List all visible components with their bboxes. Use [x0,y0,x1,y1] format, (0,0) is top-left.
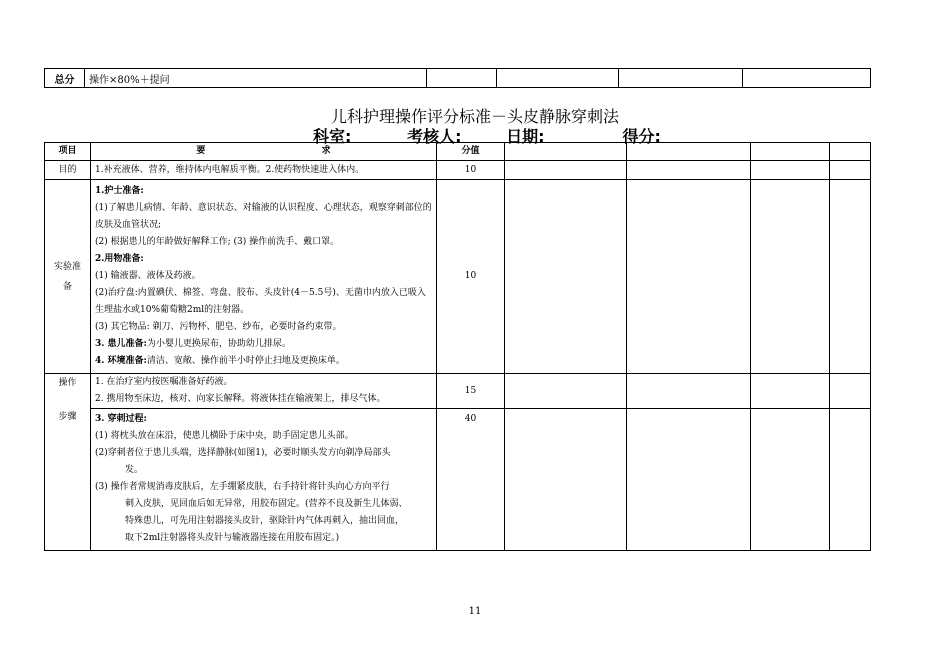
puncture-1: (1) 将枕头放在床沿，使患儿横卧于床中央，助手固定患儿头部。 [95,431,354,441]
child-prep-title: 3. 患儿准备: [95,339,147,349]
puncture-2a: (2)穿刺者位于患儿头端，选择静脉(如图1)，必要时顺头发方向剃净局部头 [95,448,391,458]
total-score-row [45,69,871,88]
steps-label-b: 步骤 [58,412,77,422]
prep-row [45,180,871,374]
puncture-3b: 刺入皮肤，见回血后如无异常，用胶布固定。(营养不良及新生儿体弱、 [125,499,408,509]
supply-prep-1: (1) 输液器、液体及药液。 [95,271,201,281]
nurse-prep-2: (2) 根据患儿的年龄做好解释工作; (3) 操作前洗手、戴口罩。 [95,237,340,247]
header-score: 分值 [437,143,505,161]
empty-cell [627,143,751,161]
empty-cell [627,180,751,374]
empty-cell [830,409,871,551]
empty-cell [505,180,627,374]
steps-score-a: 15 [437,374,505,409]
prep-text [91,180,437,374]
empty-cell [830,143,871,161]
puncture-3c: 特殊患儿，可先用注射器接头皮针，驱除针内气体再刺入，抽出回血， [125,516,405,526]
empty-cell [505,374,627,409]
puncture-3d: 取下2ml注射器将头皮针与输液器连接在用胶布固定。) [125,533,340,543]
empty-cell [497,69,619,88]
env-prep-text: 清洁、宽敞、操作前半小时停止扫地及更换床单。 [146,356,345,366]
header-req-a: 要 [196,146,206,156]
steps-row-b [45,409,871,551]
nurse-prep-1: (1)了解患儿病情、年龄、意识状态、对输液的认识程度、心理状态，观察穿刺部位的皮肤及血管状况; [95,203,432,230]
purpose-label: 目的 [45,161,91,180]
empty-cell [830,180,871,374]
steps-prep-text [91,374,437,409]
scoring-table [44,142,871,551]
child-prep [95,336,432,353]
steps-row-a [45,374,871,409]
header-row [45,143,871,161]
child-prep-text: 为小婴儿更换尿布，协助幼儿排尿。 [146,339,291,349]
nurse-prep-title: 1.护士准备: [95,186,144,196]
puncture-title: 3. 穿刺过程: [95,414,147,424]
total-formula: 操作×80%＋提问 [85,69,427,88]
env-prep [95,353,432,370]
empty-cell [830,374,871,409]
empty-cell [427,69,497,88]
empty-cell [830,161,871,180]
steps-line-2: 2. 携用物至床边，核对、向家长解释。将液体挂在输液架上，排尽气体。 [95,394,386,404]
header-req-b: 求 [321,146,331,156]
puncture-3a: (3) 操作者常规消毒皮肤后，左手绷紧皮肤，右手持针将针头向心方向平行 [95,482,390,492]
puncture-text [91,409,437,551]
prep-score: 10 [437,180,505,374]
empty-cell [751,143,830,161]
purpose-text: 1.补充液体、营养，维持体内电解质平衡。2.使药物快速进入体内。 [91,161,437,180]
header-requirements [91,143,437,161]
page-number: 11 [468,606,482,617]
empty-cell [505,409,627,551]
supply-prep-2: (2)治疗盘:内置碘伏、棉签、弯盘、胶布、头皮针(4－5.5号)、无菌巾内放入已吸入生理盐水或10%葡萄糖2ml的注射器。 [95,288,426,315]
supply-prep-3: (3) 其它物品: 剃刀、污物杯、肥皂、纱布，必要时备约束带。 [95,322,342,332]
document-subtitle: 科室: 考核人: 日期: 得分: [313,127,661,146]
header-item: 项目 [45,143,91,161]
empty-cell [743,69,871,88]
empty-cell [627,409,751,551]
empty-cell [505,143,627,161]
empty-cell [751,409,830,551]
empty-cell [627,374,751,409]
prep-label: 实验准备 [45,180,91,374]
total-score-table [44,68,871,88]
purpose-row [45,161,871,180]
steps-label-a: 操作 [58,378,77,388]
empty-cell [751,161,830,180]
empty-cell [751,180,830,374]
env-prep-title: 4. 环境准备: [95,356,147,366]
empty-cell [619,69,743,88]
steps-line-1: 1. 在治疗室内按医嘱准备好药液。 [95,377,233,387]
empty-cell [751,374,830,409]
total-label: 总分 [45,69,85,88]
empty-cell [627,161,751,180]
steps-score-b: 40 [437,409,505,551]
steps-label [45,374,91,551]
document-title: 儿科护理操作评分标准－头皮静脉穿刺法 [330,107,619,126]
purpose-score: 10 [437,161,505,180]
supply-prep-title: 2.用物准备: [95,254,144,264]
empty-cell [505,161,627,180]
puncture-2b: 发。 [125,465,144,475]
